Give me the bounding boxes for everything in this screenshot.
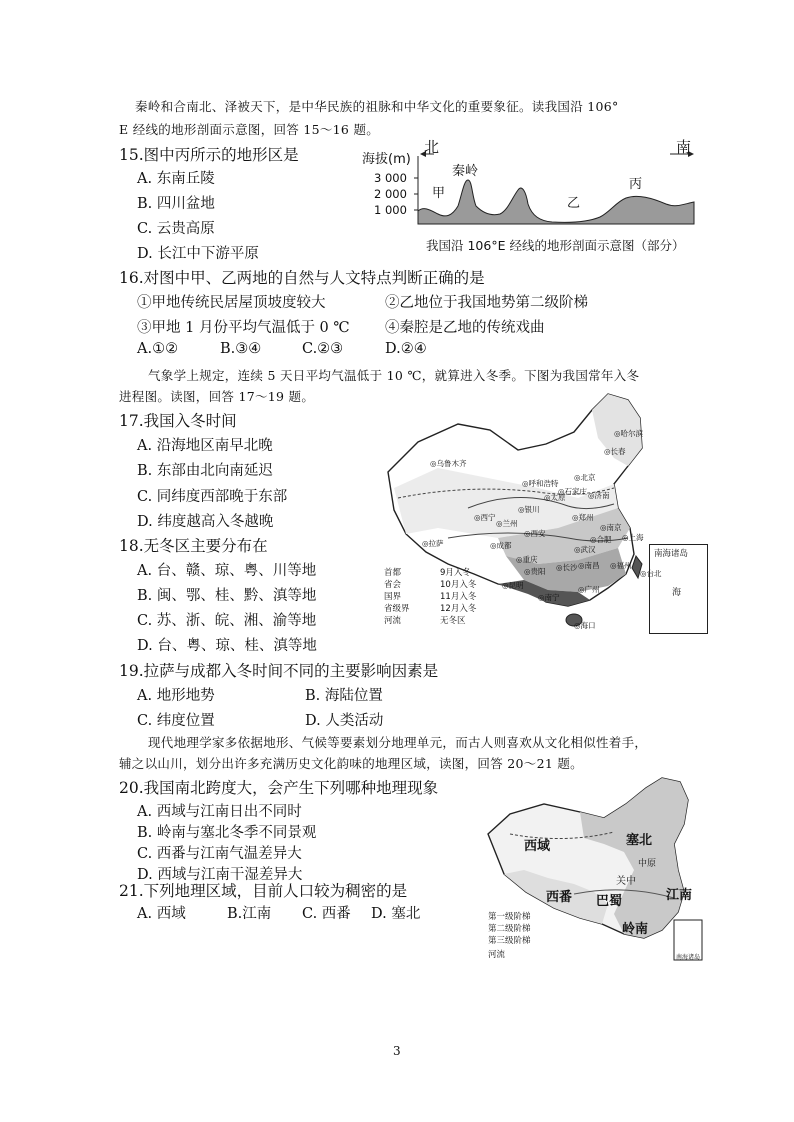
question-15-option-a[interactable]: A. 东南丘陵 [137,171,215,187]
intro-17-19-line2: 进程图。读图，回答 17～19 题。 [119,389,315,404]
region-inset-label: 南海诸岛 [676,954,701,961]
legend-sep: 9月入冬 [440,568,471,578]
question-15-option-c[interactable]: C. 云贵高原 [137,221,215,237]
legend-region-river: 河流 [488,950,506,960]
intro-15-16-line1: 秦岭和合南北、泽被天下，是中华民族的祖脉和中华文化的重要象征。读我国沿 106° [135,99,619,114]
region-label-jiangnan: 江南 [666,888,693,903]
question-16-statement-4: ④秦腔是乙地的传统戏曲 [385,320,545,336]
historical-region-map [484,774,706,964]
profile-label-jia: 甲 [432,186,446,201]
city-label-10: ◎银川 [518,505,540,514]
city-label-14: ◎合肥 [590,535,612,544]
intro-20-21-line2: 辅之以山川，划分出许多充满历史文化韵味的地理区域，读图，回答 20～21 题。 [119,756,583,771]
region-label-bashu: 巴蜀 [596,894,623,909]
terrain-profile-figure [360,136,700,256]
region-label-xifan: 西番 [546,890,573,905]
city-label-2: ◎乌鲁木齐 [430,459,467,468]
question-16-option-c[interactable]: C.②③ [302,341,344,357]
terrain-profile-shape [418,180,694,224]
city-label-17: ◎成都 [490,541,512,550]
city-label-0: ◎哈尔滨 [614,429,644,438]
city-label-11: ◎西安 [524,529,546,538]
question-17-option-b[interactable]: B. 东部由北向南延迟 [137,463,273,479]
legend-third-step: 第三级阶梯 [488,936,531,946]
question-15-option-d[interactable]: D. 长江中下游平原 [137,246,259,262]
tick-label-1000: 1 000 [374,203,407,217]
legend-capital: 首都 [384,568,402,578]
tick-label-2000: 2 000 [374,187,407,201]
city-label-1: ◎长春 [604,447,626,456]
question-21-stem: 21.下列地理区域，目前人口较为稠密的是 [119,882,408,900]
question-19-option-d[interactable]: D. 人类活动 [305,713,384,729]
region-label-zhongyuan: 中原 [638,859,657,869]
city-label-26: ◎广州 [578,585,600,594]
south-china-sea-inset [649,544,708,634]
city-label-13: ◎南京 [600,523,622,532]
question-16-statement-3: ③甲地 1 月份平均气温低于 0 ℃ [137,320,350,336]
city-label-24: ◎昆明 [502,581,524,590]
city-label-23: ◎福州 [610,561,632,570]
question-20-option-c[interactable]: C. 西番与江南气温差异大 [137,846,302,862]
question-17-stem: 17.我国入冬时间 [119,412,237,430]
legend-province-border: 省级界 [384,604,410,614]
region-label-xiyu: 西域 [524,839,551,854]
city-label-5: ◎石家庄 [558,487,588,496]
question-17-option-d[interactable]: D. 纬度越高入冬越晚 [137,514,274,530]
city-label-25: ◎南宁 [538,593,560,602]
city-label-22: ◎南昌 [578,561,600,570]
legend-national-border: 国界 [384,592,402,602]
city-label-28: ◎海口 [574,621,596,630]
city-label-12: ◎郑州 [572,513,594,522]
legend-second-step: 第二级阶梯 [488,924,531,934]
question-18-option-b[interactable]: B. 闽、鄂、桂、黔、滇等地 [137,588,317,604]
question-19-option-c[interactable]: C. 纬度位置 [137,713,215,729]
profile-ylabel: 海拔(m) [362,152,411,167]
question-15-stem: 15.图中丙所示的地形区是 [119,146,299,164]
legend-first-step: 第一级阶梯 [488,912,531,922]
question-17-option-a[interactable]: A. 沿海地区南早北晚 [137,438,273,454]
city-label-21: ◎长沙 [556,563,578,572]
city-label-4: ◎北京 [574,473,596,482]
city-label-16: ◎武汉 [574,545,596,554]
city-label-18: ◎重庆 [516,555,538,564]
profile-label-bing: 丙 [629,177,643,192]
question-21-option-c[interactable]: C. 西番 [302,906,351,922]
question-20-stem: 20.我国南北跨度大，会产生下列哪种地理现象 [119,779,439,797]
question-15-option-b[interactable]: B. 四川盆地 [137,196,215,212]
question-18-stem: 18.无冬区主要分布在 [119,537,268,555]
city-label-19: ◎拉萨 [422,539,444,548]
question-16-option-b[interactable]: B.③④ [220,341,262,357]
question-16-option-d[interactable]: D.②④ [385,341,427,357]
question-16-stem: 16.对图中甲、乙两地的自然与人文特点判断正确的是 [119,269,485,287]
profile-label-qinling: 秦岭 [452,164,479,179]
intro-15-16-line2: E 经线的地形剖面示意图，回答 15～16 题。 [119,122,380,137]
question-21-option-a[interactable]: A. 西域 [137,906,186,922]
question-20-option-a[interactable]: A. 西域与江南日出不同时 [137,804,302,820]
question-19-option-b[interactable]: B. 海陆位置 [305,688,383,704]
legend-river: 河流 [384,616,402,626]
city-label-15: ◎上海 [622,533,644,542]
legend-dec: 12月入冬 [440,604,477,614]
inset-label-sea: 海 [672,588,682,598]
legend-nov: 11月入冬 [440,592,477,602]
city-label-27: ◎台北 [640,569,662,578]
legend-no-winter: 无冬区 [440,616,466,626]
page-number: 3 [393,1044,401,1058]
question-16-statement-1: ①甲地传统民居屋顶坡度较大 [137,295,326,311]
legend-province-capital: 省会 [384,580,402,590]
profile-south-label: 南 [676,138,692,156]
region-label-saibei: 塞北 [626,833,653,848]
region-label-guanzhong: 关中 [616,876,636,887]
tick-label-3000: 3 000 [374,171,407,185]
legend-oct: 10月入冬 [440,580,477,590]
city-label-8: ◎西宁 [474,513,496,522]
question-19-option-a[interactable]: A. 地形地势 [137,688,215,704]
question-21-option-d[interactable]: D. 塞北 [371,906,421,922]
intro-20-21-line1: 现代地理学家多依据地形、气候等要素划分地理单元，而古人则喜欢从文化相似性着手， [148,735,648,750]
question-16-option-a[interactable]: A.①② [137,341,179,357]
city-label-20: ◎贵阳 [524,567,546,576]
question-18-option-a[interactable]: A. 台、赣、琼、粤、川等地 [137,563,317,579]
city-label-9: ◎兰州 [496,519,518,528]
profile-caption: 我国沿 106°E 经线的地形剖面示意图（部分） [426,238,685,253]
region-label-lingnan: 岭南 [622,922,649,937]
winter-progress-map [378,388,689,656]
question-20-option-d[interactable]: D. 西域与江南干湿差异大 [137,867,303,883]
city-label-6: ◎太原 [544,493,566,502]
question-16-statement-2: ②乙地位于我国地势第二级阶梯 [385,295,588,311]
inset-label-islands: 南海诸岛 [654,549,689,559]
question-20-option-b[interactable]: B. 岭南与塞北冬季不同景观 [137,825,317,841]
question-17-option-c[interactable]: C. 同纬度西部晚于东部 [137,489,288,505]
intro-17-19-line1: 气象学上规定，连续 5 天日平均气温低于 10 ℃，就算进入冬季。下图为我国常年入冬 [148,368,640,383]
question-18-option-d[interactable]: D. 台、粤、琼、桂、滇等地 [137,638,317,654]
city-label-7: ◎济南 [588,491,610,500]
profile-north-label: 北 [424,138,440,156]
profile-label-yi: 乙 [567,196,581,211]
question-18-option-c[interactable]: C. 苏、浙、皖、湘、渝等地 [137,613,317,629]
question-21-option-b[interactable]: B.江南 [227,906,272,922]
city-label-3: ◎呼和浩特 [522,479,559,488]
question-19-stem: 19.拉萨与成都入冬时间不同的主要影响因素是 [119,662,439,680]
